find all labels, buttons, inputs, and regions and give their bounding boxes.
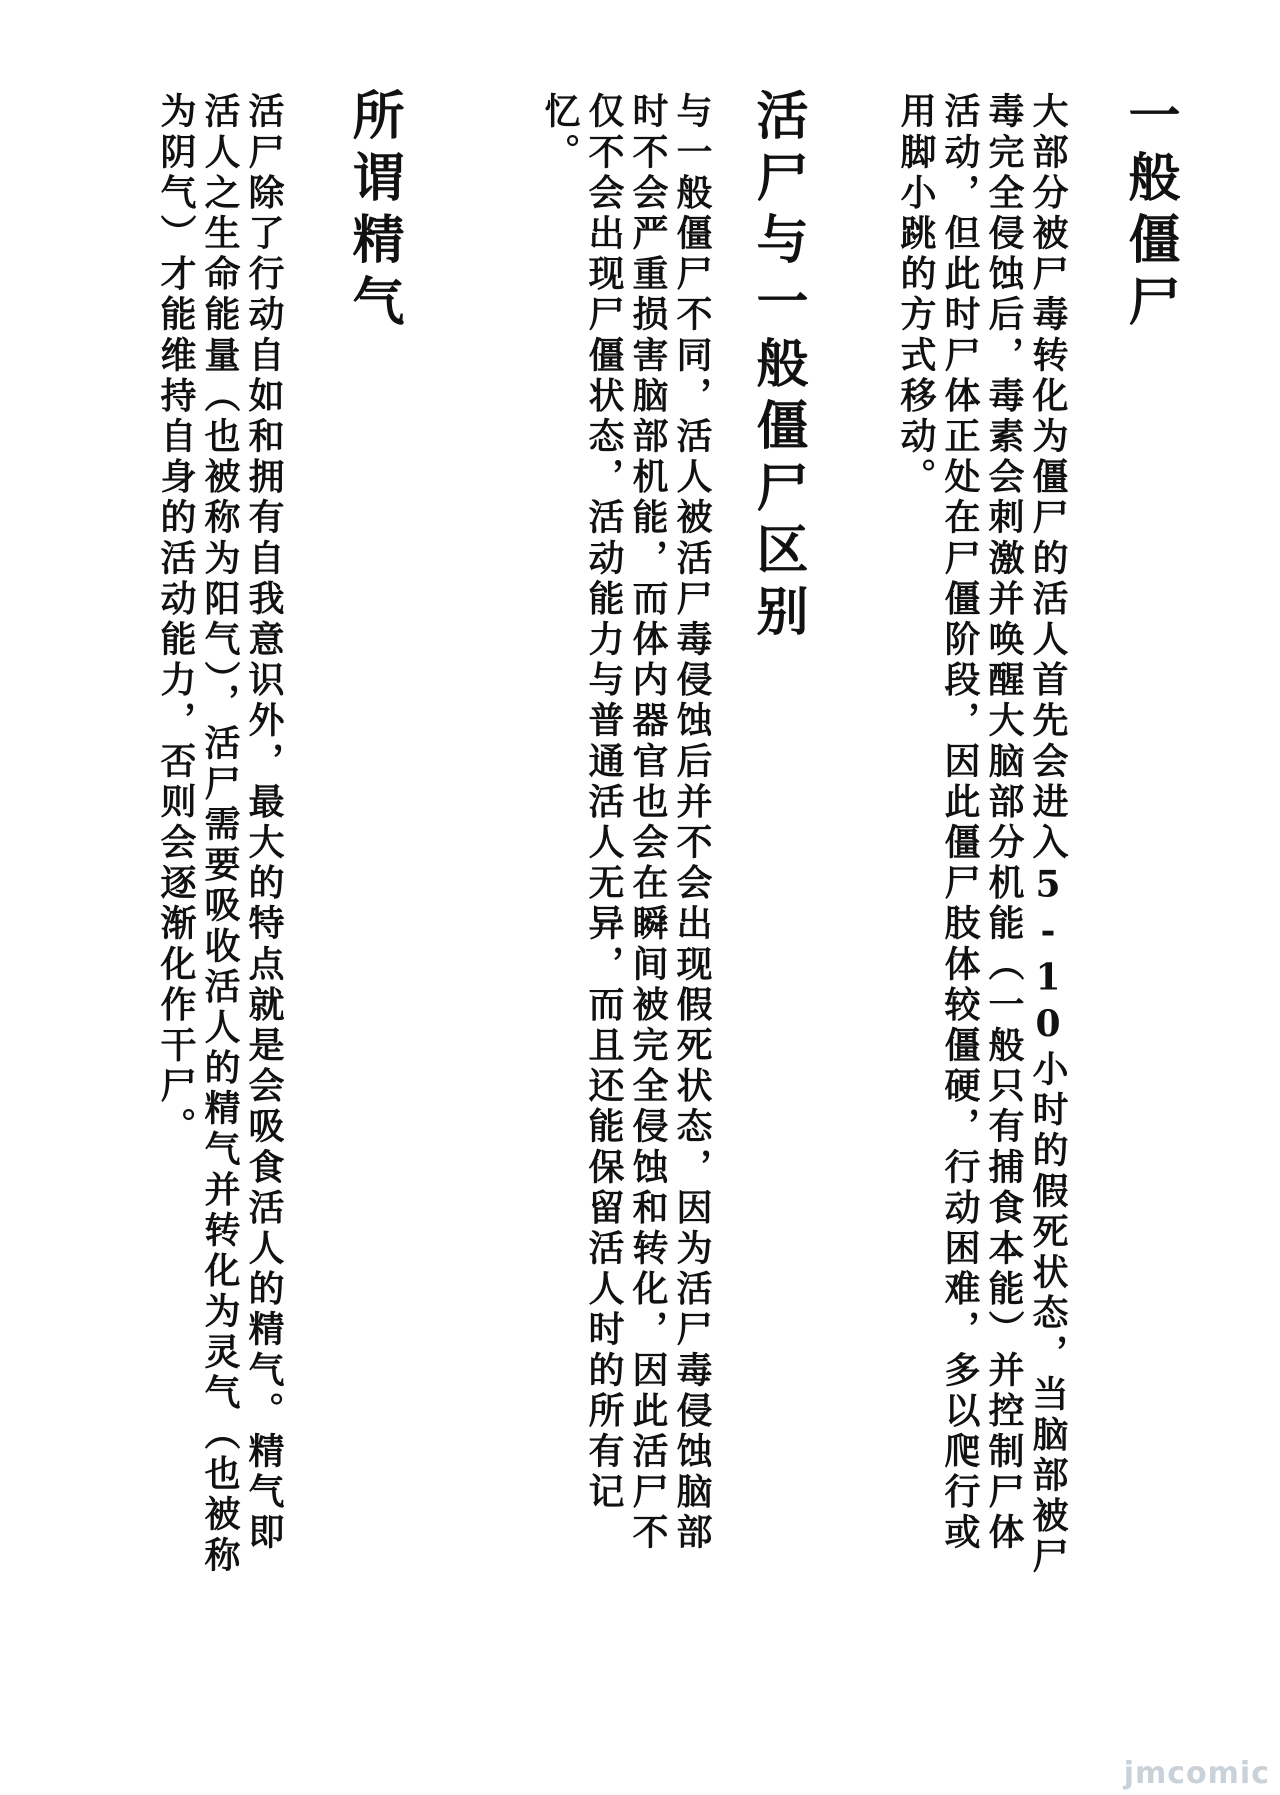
- section-heading-zombie: 一般僵尸: [1119, 88, 1180, 336]
- section-body-difference: 与一般僵尸不同，活人被活尸毒侵蚀后并不会出现假死状态，因为活尸毒侵蚀脑部时不会严重损害脑部机能，而体内器官也会在瞬间被完全侵蚀和转化，因此活尸不仅不会出现尸僵状态，活动能力与普通活人无异，而且还能保留活人时的所有记忆。: [539, 92, 713, 1554]
- watermark-logo: jmcomic: [1123, 1756, 1270, 1791]
- section-body-essence: 活尸除了行动自如和拥有自我意识外，最大的特点就是会吸食活人的精气。精气即活人之生命能量（也被称为阳气），活尸需要吸收活人的精气并转化为灵气（也被称为阴气）才能维持自身的活动能力，否则会逐渐化作干尸。: [155, 92, 285, 1577]
- section-heading-essence: 所谓精气: [343, 88, 404, 336]
- section-heading-difference: 活尸与一般僵尸区别: [747, 88, 808, 646]
- section-body-zombie: 大部分被尸毒转化为僵尸的活人首先会进入5-10小时的假死状态，当脑部被尸毒完全侵蚀后，毒素会刺激并唤醒大脑部分机能（一般只有捕食本能）并控制尸体活动，但此时尸体正处在尸僵阶段，因此僵尸肢体较僵硬，行动困难，多以爬行或用脚小跳的方式移动。: [895, 92, 1069, 1578]
